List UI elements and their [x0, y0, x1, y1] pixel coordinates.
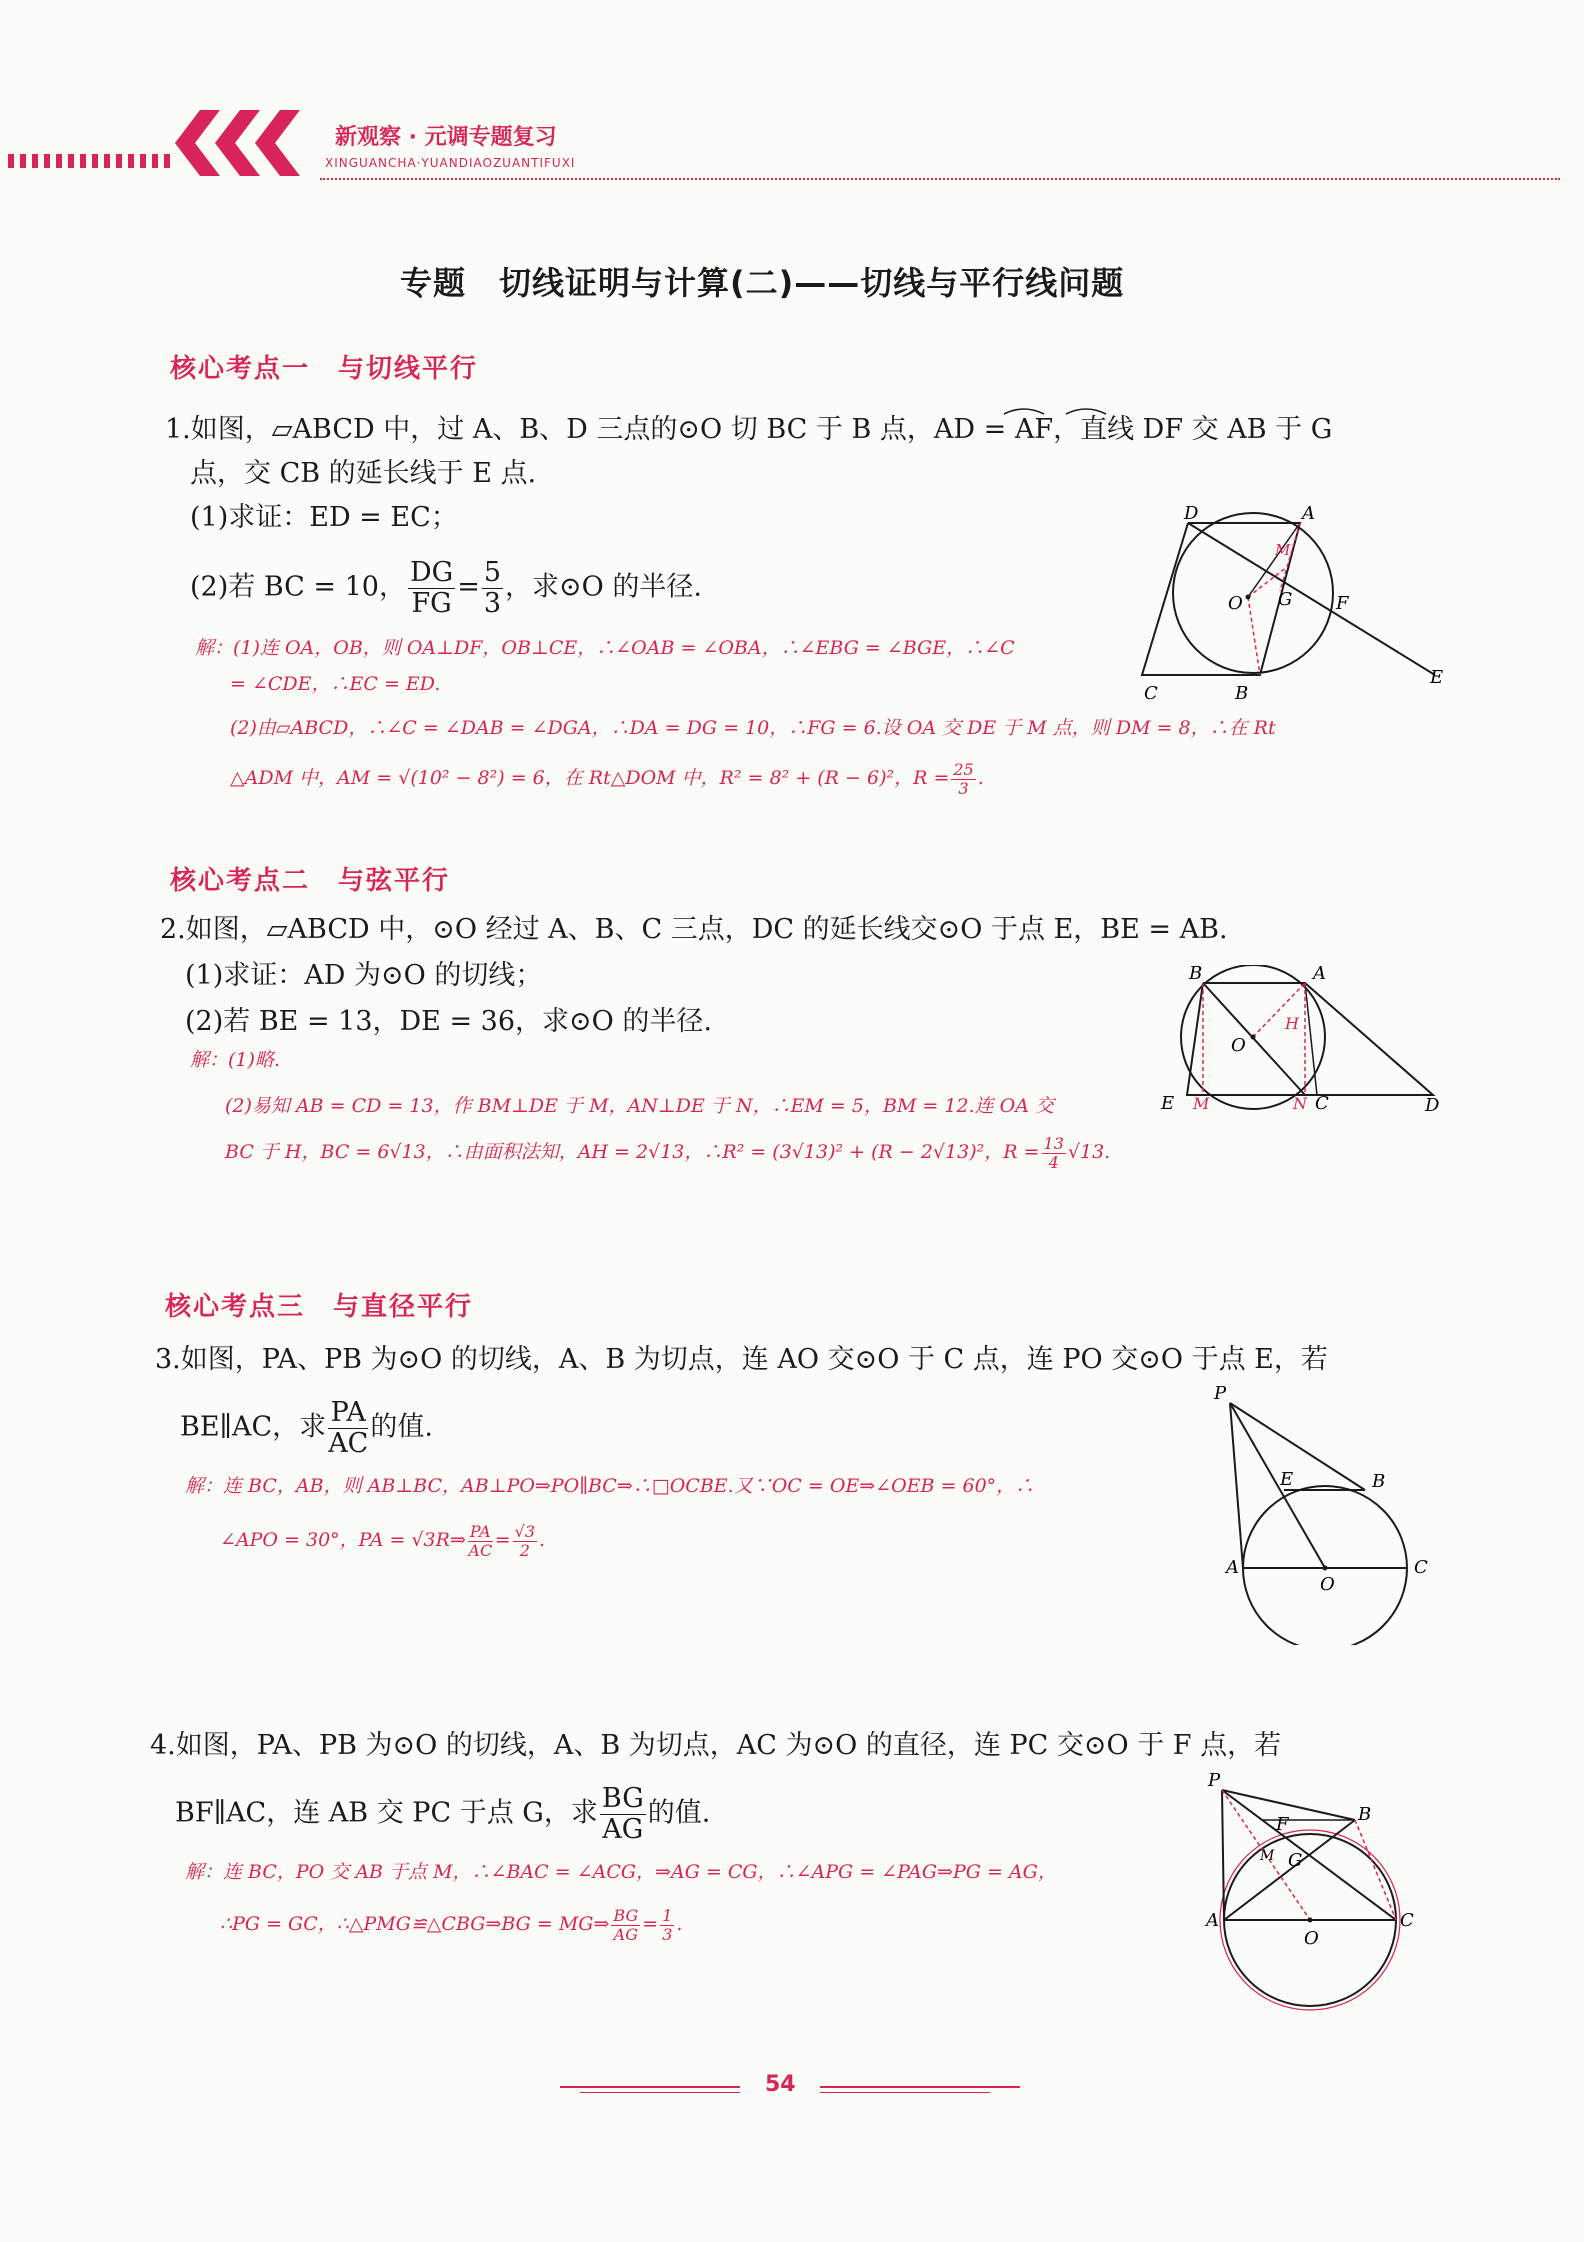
label-C: C — [1414, 1557, 1428, 1578]
q1-solution-line-1: 解：(1)连 OA，OB，则 OA⊥DF，OB⊥CE，∴∠OAB = ∠OBA，∴∠EBG = ∠BGE，∴∠C — [195, 637, 1015, 659]
label-F: F — [1336, 593, 1349, 614]
header — [0, 100, 1584, 190]
label-P: P — [1208, 1770, 1221, 1791]
q2-figure — [1155, 965, 1445, 1125]
equals: = — [642, 1913, 659, 1935]
q1-part-1: (1)求证：ED = EC； — [190, 502, 458, 533]
q2-line-1: 2.如图，▱ABCD 中，⊙O 经过 A、B、C 三点，DC 的延长线交⊙O 于点 E，BE = AB. — [160, 914, 1228, 945]
fraction — [660, 1907, 674, 1943]
footer-rule-right — [820, 2086, 1020, 2088]
numerator: 25 — [953, 759, 974, 779]
q3-solution-line-1: 解：连 BC，AB，则 AB⊥BC，AB⊥PO⇒PO∥BC⇒∴□OCBE.又∵OC = OE⇒∠OEB = 60°，∴ — [185, 1475, 1035, 1497]
label-B: B — [1189, 965, 1203, 984]
section-heading-3: 核心考点三 与直径平行 — [165, 1292, 474, 1322]
numerator: DG — [409, 557, 454, 588]
q1-part-2-post: ，求⊙O 的半径. — [505, 571, 702, 603]
q4-solution-line-1: 解：连 BC，PO 交 AB 于点 M，∴∠BAC = ∠ACG，⇒AG = CG，∴∠APG = ∠PAG⇒PG = AG， — [185, 1861, 1057, 1883]
q2-solution-line-2: (2)易知 AB = CD = 13，作 BM⊥DE 于 M，AN⊥DE 于 N，∴EM = 5，BM = 12.连 OA 交 — [225, 1095, 1054, 1117]
label-H: H — [1285, 1014, 1299, 1033]
header-brand: 新观察 · 元调专题复习 — [335, 125, 557, 150]
numerator: 1 — [662, 1905, 673, 1925]
denominator: AG — [613, 1924, 639, 1944]
fraction — [468, 1523, 493, 1559]
numerator: PA — [328, 1398, 368, 1429]
q2-part-2: (2)若 BE = 13，DE = 36，求⊙O 的半径. — [185, 1006, 712, 1037]
q4-line-2-post: 的值. — [647, 1797, 711, 1829]
numerator: 13 — [1043, 1133, 1064, 1153]
q1-solution-line-4-post: . — [977, 767, 984, 789]
label-N: N — [1293, 1094, 1307, 1113]
label-C: C — [1400, 1910, 1414, 1931]
page-number: 54 — [765, 2072, 796, 2097]
fraction — [513, 1523, 537, 1559]
label-O: O — [1304, 1928, 1319, 1949]
denominator: AC — [328, 1427, 369, 1459]
equals: = — [457, 571, 480, 603]
denominator: 3 — [483, 587, 502, 619]
q4-solution-line-2-pre: ∴PG = GC，∴△PMG≌△CBG⇒BG = MG⇒ — [220, 1913, 610, 1935]
label-C: C — [1315, 1093, 1329, 1114]
label-F: F — [1276, 1814, 1289, 1835]
label-E: E — [1280, 1469, 1294, 1490]
q4-solution-line-2-post: . — [676, 1913, 683, 1935]
page-title: 专题 切线证明与计算(二)——切线与平行线问题 — [400, 264, 1125, 302]
q3-line-2-pre: BE∥AC，求 — [180, 1411, 327, 1443]
fraction — [482, 558, 503, 618]
denominator: 2 — [519, 1540, 530, 1560]
q3-line-2 — [180, 1398, 433, 1458]
label-P: P — [1214, 1385, 1227, 1404]
label-M: M — [1260, 1848, 1275, 1864]
label-G: G — [1278, 589, 1293, 610]
footer — [560, 2070, 1020, 2110]
q2-solution-line-3-pre: BC 于 H，BC = 6√13，∴由面积法知，AH = 2√13，∴R² = (3√13)² + (R − 2√13)²，R = — [225, 1141, 1040, 1163]
label-O: O — [1320, 1574, 1335, 1595]
q1-line-1: 1.如图，▱ABCD 中，过 A、B、D 三点的⊙O 切 BC 于 B 点，AD = AF，直线 DF 交 AB 于 G — [165, 414, 1333, 445]
label-D: D — [1184, 505, 1199, 524]
label-O: O — [1228, 593, 1243, 614]
q2-solution-line-3 — [225, 1132, 1110, 1172]
label-D: D — [1425, 1095, 1440, 1116]
q4-line-2-pre: BF∥AC，连 AB 交 PC 于点 G，求 — [175, 1797, 598, 1829]
label-B: B — [1235, 683, 1249, 704]
footer-rule-right-2 — [820, 2092, 990, 2093]
denominator: AG — [602, 1813, 644, 1845]
q1-line-2: 点，交 CB 的延长线于 E 点. — [190, 458, 537, 489]
q3-line-2-post: 的值. — [370, 1411, 433, 1443]
label-O: O — [1231, 1035, 1246, 1056]
q4-line-1: 4.如图，PA、PB 为⊙O 的切线，A、B 为切点，AC 为⊙O 的直径，连 PC 交⊙O 于 F 点，若 — [150, 1730, 1282, 1761]
q1-solution-line-3: (2)由▱ABCD，∴∠C = ∠DAB = ∠DGA，∴DA = DG = 10，∴FG = 6.设 OA 交 DE 于 M 点，则 DM = 8，∴在 Rt — [230, 717, 1276, 739]
fraction — [611, 1907, 640, 1943]
label-A: A — [1226, 1557, 1239, 1578]
q3-solution-line-2-post: . — [539, 1529, 546, 1551]
q2-solution-line-1: 解：(1)略. — [190, 1049, 280, 1071]
denominator: 4 — [1048, 1152, 1059, 1172]
label-B: B — [1358, 1804, 1372, 1825]
q2-part-1: (1)求证：AD 为⊙O 的切线； — [185, 960, 543, 991]
q2-solution-line-3-post: √13. — [1067, 1141, 1111, 1163]
footer-rule-left-2 — [580, 2092, 740, 2093]
q1-figure — [1130, 505, 1460, 720]
arc-mark-icon — [1000, 404, 1110, 416]
q3-figure — [1200, 1385, 1450, 1645]
label-B: B — [1372, 1471, 1386, 1492]
label-M: M — [1193, 1094, 1210, 1113]
fraction — [1042, 1135, 1066, 1171]
header-subtitle: XINGUANCHA·YUANDIAOZUANTIFUXI — [325, 156, 576, 170]
label-E: E — [1161, 1093, 1175, 1114]
q1-solution-line-4 — [230, 758, 984, 798]
section-heading-1: 核心考点一 与切线平行 — [170, 354, 479, 384]
q4-figure — [1200, 1770, 1450, 2020]
numerator: BG — [601, 1783, 644, 1814]
fraction — [328, 1398, 368, 1458]
fraction — [600, 1784, 646, 1844]
label-A: A — [1302, 505, 1315, 524]
q3-solution-line-2-pre: ∠APO = 30°，PA = √3R⇒ — [220, 1529, 466, 1551]
header-chevrons-logo — [170, 108, 320, 178]
q3-solution-line-2 — [220, 1520, 545, 1560]
q4-line-2 — [175, 1784, 710, 1844]
q4-solution-line-2 — [220, 1904, 682, 1944]
denominator: FG — [411, 587, 452, 619]
section-heading-2: 核心考点二 与弦平行 — [170, 866, 451, 896]
fraction — [408, 558, 455, 618]
denominator: 3 — [662, 1924, 673, 1944]
label-A: A — [1206, 1910, 1219, 1931]
label-C: C — [1144, 683, 1158, 704]
header-rule — [320, 178, 1560, 180]
q1-part-2 — [190, 558, 702, 618]
footer-rule-left — [560, 2086, 740, 2088]
denominator: 3 — [958, 778, 969, 798]
q1-solution-line-2: = ∠CDE，∴EC = ED. — [230, 673, 441, 695]
q3-line-1: 3.如图，PA、PB 为⊙O 的切线，A、B 为切点，连 AO 交⊙O 于 C 点，连 PO 交⊙O 于点 E，若 — [155, 1344, 1328, 1375]
equals: = — [494, 1529, 511, 1551]
label-M: M — [1275, 541, 1291, 559]
numerator: √3 — [514, 1521, 536, 1541]
label-E: E — [1430, 667, 1444, 688]
q1-solution-line-4-pre: △ADM 中，AM = √(10² − 8²) = 6，在 Rt△DOM 中，R² = 8² + (R − 6)²，R = — [230, 767, 950, 789]
label-G: G — [1288, 1850, 1303, 1871]
numerator: PA — [469, 1521, 491, 1541]
q1-part-2-pre: (2)若 BC = 10， — [190, 571, 406, 603]
header-stripes-decoration — [0, 150, 190, 172]
label-A: A — [1313, 965, 1326, 984]
denominator: AC — [468, 1540, 493, 1560]
fraction — [951, 761, 975, 797]
numerator: BG — [613, 1905, 639, 1925]
numerator: 5 — [483, 557, 502, 588]
